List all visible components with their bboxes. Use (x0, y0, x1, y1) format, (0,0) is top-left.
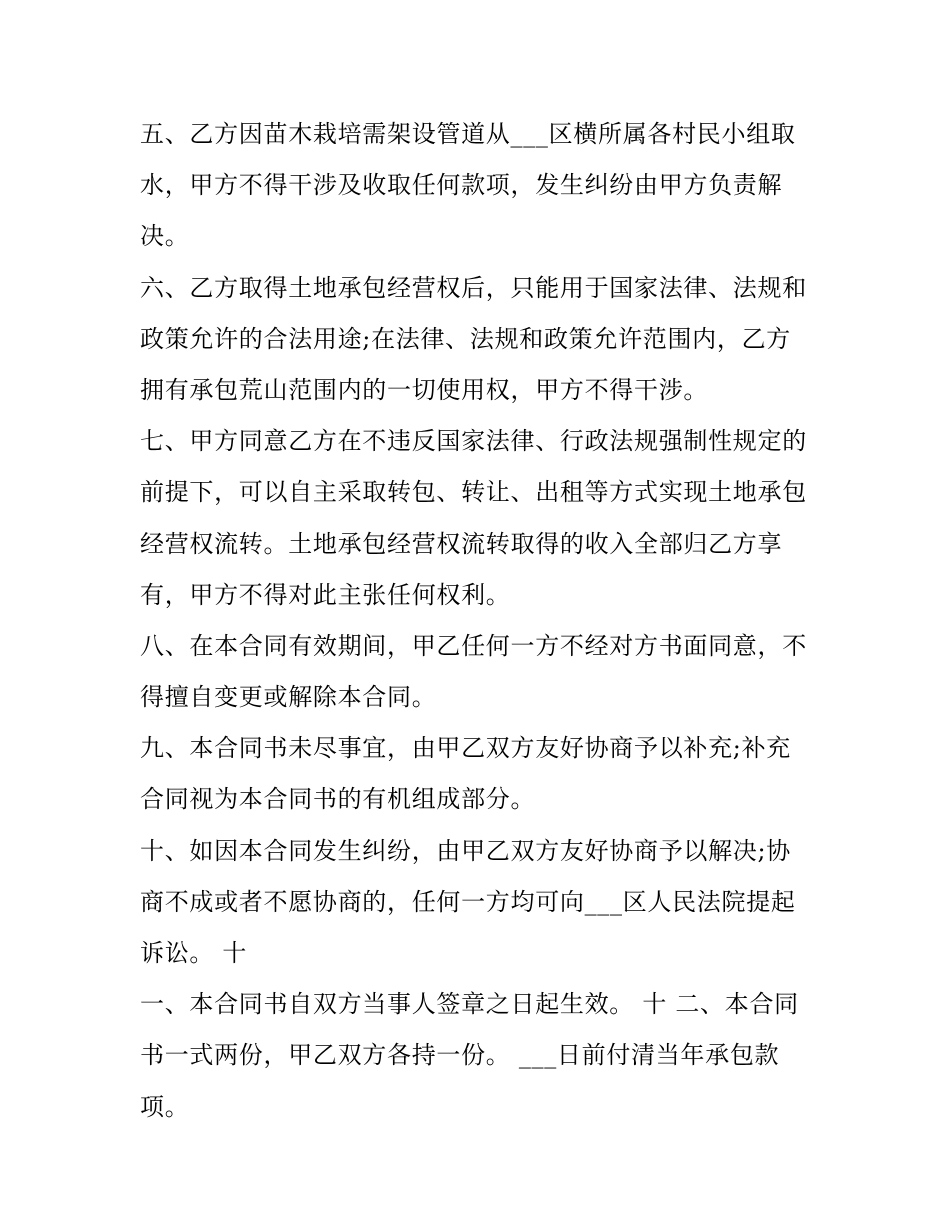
text-line: 经营权流转。土地承包经营权流转取得的收入全部归乙方享 (140, 529, 783, 558)
text-line: 八、在本合同有效期间，甲乙任何一方不经对方书面同意，不 (140, 631, 807, 660)
text-line: 一、本合同书自双方当事人签章之日起生效。 十 二、本合同 (140, 990, 799, 1019)
text-line: 十、如因本合同发生纠纷，由甲乙双方友好协商予以解决;协 (140, 836, 791, 865)
text-line: 诉讼。 十 (140, 939, 248, 967)
text-line: 拥有承包荒山范围内的一切使用权，甲方不得干涉。 (140, 375, 709, 404)
text-line: 项。 (140, 1092, 190, 1121)
text-line: 九、本合同书未尽事宜，由甲乙双方友好协商予以补充;补充 (140, 734, 791, 763)
text-line: 六、乙方取得土地承包经营权后，只能用于国家法律、法规和 (140, 273, 807, 302)
text-line: 书一式两份，甲乙双方各持一份。 ___日前付清当年承包款 (140, 1041, 780, 1070)
contract-text (140, 109, 830, 1133)
text-line: 得擅自变更或解除本合同。 (140, 683, 437, 712)
text-line: 水，甲方不得干涉及收取任何款项，发生纠纷由甲方负责解 (140, 171, 783, 200)
text-line: 五、乙方因苗木栽培需架设管道从___区横所属各村民小组取 (140, 120, 796, 148)
text-line: 合同视为本合同书的有机组成部分。 (140, 785, 536, 814)
text-line: 七、甲方同意乙方在不违反国家法律、行政法规强制性规定的 (140, 427, 807, 456)
text-line: 决。 (140, 222, 190, 251)
text-line: 商不成或者不愿协商的，任何一方均可向___区人民法院提起 (140, 887, 796, 916)
text-line: 政策允许的合法用途;在法律、法规和政策允许范围内，乙方 (140, 324, 791, 353)
text-line: 前提下，可以自主采取转包、转让、出租等方式实现土地承包 (140, 478, 807, 507)
text-line: 有，甲方不得对此主张任何权利。 (140, 580, 511, 609)
